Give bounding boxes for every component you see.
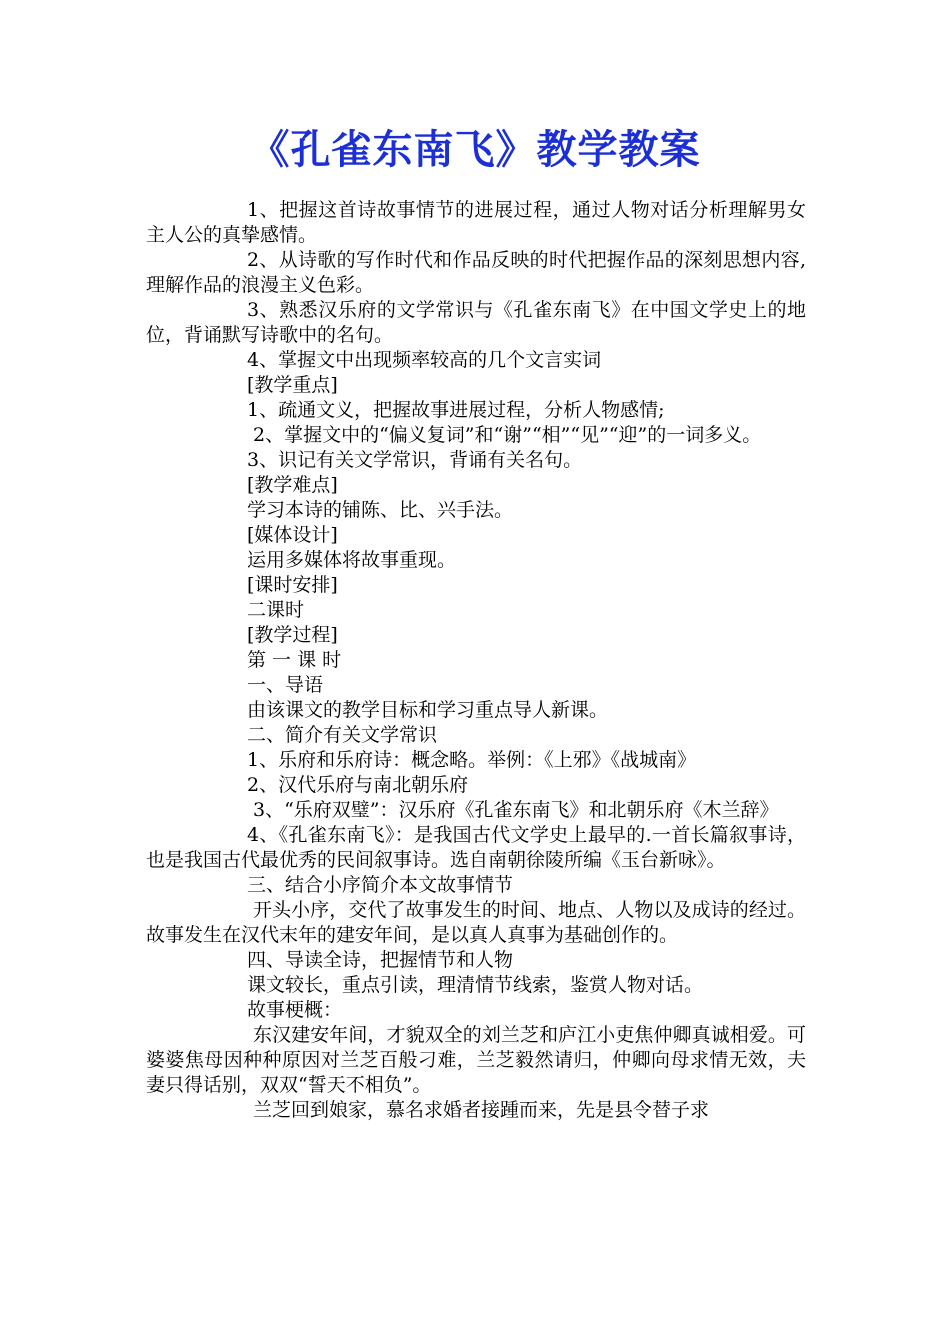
paragraph: 东汉建安年间，才貌双全的刘兰芝和庐江小吏焦仲卿真诚相爱。可婆婆焦母因种种原因对兰芝百般刁难，兰芝毅然请归，仲卿向母求情无效，夫妻只得话别，双双“誓天不相负”。 (146, 1024, 806, 1096)
section-label: [教学过程] (247, 624, 338, 646)
section-label: [教学难点] (247, 474, 338, 496)
lesson-heading: 第 一 课 时 (247, 649, 342, 671)
step-heading: 三、结合小序简介本文故事情节 (247, 874, 514, 896)
paragraph: 4、掌握文中出现频率较高的几个文言实词 (247, 349, 602, 371)
section-label: [教学重点] (247, 374, 338, 396)
paragraph: 1、把握这首诗故事情节的进展过程，通过人物对话分析理解男女主人公的真挚感情。 (146, 199, 806, 246)
document-title: 《孔雀东南飞》教学教案 (249, 127, 701, 173)
paragraph: 故事梗概： (247, 999, 343, 1021)
step-heading: 一、导语 (247, 674, 324, 696)
paragraph: 由该课文的教学目标和学习重点导人新课。 (247, 699, 609, 721)
paragraph: 兰芝回到娘家，慕名求婚者接踵而来，先是县令替子求 (253, 1099, 710, 1121)
document-body (146, 198, 806, 1123)
paragraph: 运用多媒体将故事重现。 (247, 549, 457, 571)
paragraph: 2、从诗歌的写作时代和作品反映的时代把握作品的深刻思想内容,理解作品的浪漫主义色彩。 (146, 249, 806, 296)
paragraph: 学习本诗的铺陈、比、兴手法。 (247, 499, 514, 521)
paragraph: 二课时 (247, 599, 305, 621)
paragraph: 3、识记有关文学常识，背诵有关名句。 (247, 449, 583, 471)
paragraph: 2、掌握文中的“偏义复词”和“谢”“相”“见”“迎”的一词多义。 (253, 424, 762, 446)
paragraph: 3、熟悉汉乐府的文学常识与《孔雀东南飞》在中国文学史上的地位，背诵默写诗歌中的名句。 (146, 299, 806, 346)
paragraph: 1、疏通文义，把握故事进展过程，分析人物感情; (247, 399, 665, 421)
section-label: [课时安排] (247, 574, 338, 596)
paragraph: 课文较长，重点引读，理清情节线索，鉴赏人物对话。 (247, 974, 704, 996)
section-label: [媒体设计] (247, 524, 338, 546)
paragraph: 2、汉代乐府与南北朝乐府 (247, 774, 469, 796)
paragraph: 开头小序，交代了故事发生的时间、地点、人物以及成诗的经过。故事发生在汉代末年的建安年间，是以真人真事为基础创作的。 (146, 899, 806, 946)
paragraph: 3、“乐府双璧”：汉乐府《孔雀东南飞》和北朝乐府《木兰辞》 (253, 799, 779, 821)
step-heading: 二、简介有关文学常识 (247, 724, 438, 746)
paragraph: 1、乐府和乐府诗：概念略。举例：《上邪》《战城南》 (247, 749, 697, 771)
step-heading: 四、导读全诗，把握情节和人物 (247, 949, 514, 971)
paragraph: 4、《孔雀东南飞》：是我国古代文学史上最早的.一首长篇叙事诗，也是我国古代最优秀的民间叙事诗。选自南朝徐陵所编《玉台新咏》。 (146, 824, 806, 871)
